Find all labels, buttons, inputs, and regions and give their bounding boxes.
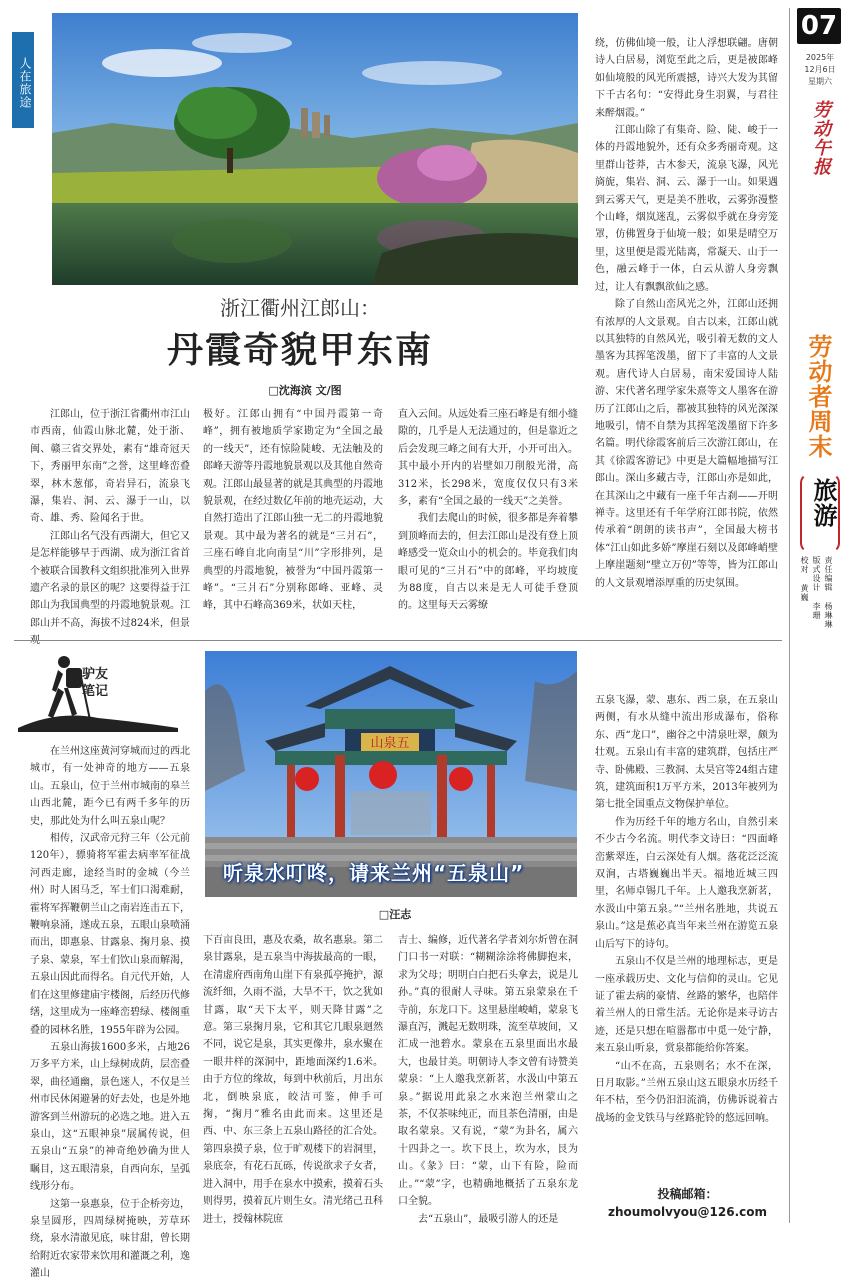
paragraph: 极好。江郎山拥有“中国丹霞第一奇峰”，拥有被地质学家勘定为“全国之最的一线天”，还有惊险陡峻、无法触及的郎峰天游等丹霞地貌景观以及其他自然奇观。江郎山最显著的就是其典型的丹霞地貌景观，在经过数亿年前的地壳运动，大自然打造出了江郎山独一无二的丹霞地貌景观。其中最为著名的就是“三爿石”，三座石峰自北向南呈“川”字形排列，是典型的丹霞地貌，被誉为“中国丹霞第一峰”。“三爿石”分别称郎峰、亚峰、灵峰，其中石峰高369米，状如天柱，	[203, 409, 383, 612]
paragraph: 去“五泉山”，最吸引游人的还是	[418, 1213, 559, 1225]
paragraph: 作为历经千年的地方名山，自然引来不少古今名流。明代李文诗曰：“四面峰峦紫翠连，白云深处有人烟。落花泛泛流双涧，古塔巍巍出半天。福地近城三四里，名师卓锡几千年。上人邀我烹新茗，水汲山中第五泉。”“兰州名胜地，共说五泉山。”这是蕉必真当年来兰州在游览五泉山后写下的诗句。	[595, 816, 778, 950]
article-title-line1: 浙江衢州江郎山：	[220, 296, 380, 320]
byline: □沈海滨 文/图	[268, 384, 342, 397]
landscape-illustration	[52, 13, 578, 285]
contribution-email[interactable]: zhoumolvyou@126.com	[607, 1205, 768, 1219]
article2-column-3	[398, 932, 578, 1224]
paragraph: 绕，仿佛仙境一般，让人浮想联翩。唐朝诗人白居易，浏览至此之后，更是被郎峰如仙境般的风光所震撼，诗兴大发为其留下千古名句：“安得此身生羽翼，与君往来醉烟霞。”	[595, 38, 778, 119]
date-weekday: 星期六	[808, 77, 832, 86]
contribution-box	[595, 1185, 780, 1225]
paragraph: 江郎山，位于浙江省衢州市江山市西南，仙霞山脉北麓，处于浙、闽、赣三省交界处，素有“雄奇冠天下，秀丽甲东南”之誉，这里峰峦叠翠，林木葱郁，奇岩异石，流泉飞瀑，集岩、洞、云、瀑于一山，以奇、雄、秀、险闻名于世。	[30, 409, 190, 525]
gate-sign-text: 山泉五	[370, 736, 410, 751]
paragraph: 五泉飞瀑，蒙、惠东、西二泉，在五泉山两侧，有水从缝中流出形成瀑布，俗称东、西“龙口”，幽谷之中清泉吐翠，颇为壮观。五泉山有丰富的建筑群，包括庄严寺、卧佛殿、三教洞、太昊宫等24组古建筑，建筑面积1万平方米，2013年被列为第七批全国重点文物保护单位。	[595, 695, 778, 811]
article-headline: 丹霞奇貌甲东南	[166, 330, 433, 371]
credit-proofreader: 校对 黄巍	[800, 556, 809, 602]
page-header	[797, 8, 843, 1223]
contribution-label: 投稿邮箱：	[657, 1187, 718, 1201]
paragraph: “山不在高，五泉则名；水不在深，日月取影。”兰州五泉山这五眼泉水历经千年不枯，至今仍汩汩流淌，仿佛诉说着古战场的金戈铁马与丝路驼铃的悠远回响。	[595, 1060, 778, 1124]
article-tag: 人在旅途	[12, 32, 34, 128]
date-year: 2025年	[805, 53, 835, 62]
article2-column-4	[595, 692, 778, 1197]
paragraph: 下百亩良田，惠及农桑，故名惠泉。第二泉甘露泉，是五泉当中海拔最高的一眼，在清虚府西南角山崖下有泉孤亭掩护，源流纤细，久雨不溢，大旱不干，饮之犹如甘露，取“天下太平，则天降甘露”之意。第三泉掬月泉，它和其它几眼泉迥然不同，说它是泉，其实更像井，泉水聚在一眼井样的深洞中，距地面深约1.6米。由于方位的缘故，每到中秋前后，月出东北，倒映泉底，皎洁可鉴，伸手可掬，“掬月”雅名由此而来。这里还是西、中、东三条上五泉山路径的汇合处。第四泉摸子泉，位于旷观楼下的岩洞里，泉底奈，有花石瓦砾，传说欲求子女者，进入洞中，用手在泉水中摸索，摸着石头则得男，摸着瓦片则生女。清光绪己丑科进士，授翰林院庶	[203, 935, 383, 1225]
credit-editor: 责任编辑 杨琳琳	[824, 556, 833, 629]
column-tag-text: 驴友笔记	[82, 667, 109, 699]
article1-column-2	[203, 406, 383, 628]
section-subtitle: 旅游	[809, 478, 837, 528]
paragraph: 相传，汉武帝元狩三年（公元前120年），骠骑将军霍去病率军征战河西走廊，途经当时的金城（今兰州）时人困马乏，军士们口渴难耐，霍将军挥鞭朝兰山之南岩连击五下，鞭响泉涌，遂成五泉，五眼山泉喷涌而出，即惠泉、甘露泉、掬月泉、摸子泉、蒙泉，军士们饮山泉而解渴，五泉山因此而得名。自元代开始，人们在这里修建庙宇楼阁，后经历代修缮，这里成为一座峰峦碧绿、楼阁重叠的园林名胜，1955年辟为公园。	[30, 833, 190, 1036]
jianglang-mountain-photo	[52, 13, 578, 285]
issue-date	[797, 52, 843, 88]
date-day: 12月6日	[804, 65, 836, 74]
masthead-logo: 劳动午报	[810, 100, 831, 176]
paragraph: 在兰州这座黄河穿城而过的西北城市，有一处神奇的地方——五泉山。五泉山，位于兰州市城南的皋兰山西北麓，距今已有两千多年的历史，那此处为什么叫五泉山呢？	[30, 746, 190, 827]
article2-column-2	[203, 932, 383, 1224]
paragraph: 五泉山海拔1600多米，占地26万多平方米，山上绿树成荫，层峦叠翠，曲径通幽，景色迷人，不仅是兰州市民休闲避暑的好去处，也是外地游客到兰州游玩的必选之地。进入五泉山，这“五眼神泉”展属传说，但五泉山“五泉”的神奇绝妙确为世人瞩目，这五眼清泉，自西向东，呈弧线形分布。	[30, 1041, 190, 1193]
paragraph: 这第一泉惠泉，位于企桥旁边，泉呈圆形，四周绿树掩映，芳草环绕，泉水清澈见底，味甘甜，曾长期给附近农家带来饮用和灌溉之利，逸灌山	[30, 1198, 190, 1280]
wuquan-gate-photo	[205, 651, 577, 897]
section-divider	[14, 640, 782, 641]
page-number: 07	[797, 8, 841, 44]
sidebar-divider	[789, 8, 790, 1223]
article1-column-3	[398, 406, 578, 628]
column-tag-label	[82, 666, 122, 700]
section-title: 劳动者周末	[804, 334, 832, 459]
paragraph: 我们去爬山的时候，很多都是奔着攀到顶峰而去的，但去江郎山是没有登上顶峰感受一览众山小的机会的。毕竟我们肉眼可见的“三爿石”中的郎峰，平均坡度为88度，自古以来是无人可徒手登顶的。这里每天云雾缭	[398, 513, 578, 612]
credit-designer: 版式设计 李珊	[812, 556, 821, 620]
paragraph: 江郎山名气没有西湖大，但它又是怎样能够早于西湖、成为浙江省首个被联合国教科文组织批准列入世界遗产名录的景区的呢？这要得益于江郎山为我国典型的丹霞地貌景观。江郎山并不高，海拔不过824米，但景	[30, 530, 190, 629]
paragraph: 除了自然山峦风光之外，江郎山还拥有浓厚的人文景观。自古以来，江郎山就以其独特的自然风光，吸引着无数的文人墨客为其挥笔泼墨，留下了丰富的人文景观。唐代诗人白居易，南宋爱国诗人陆游、宋代著名理学家朱熹等文人墨客在游历了江郎山之后，都被其独特的风光深深地吸引，情不自禁为其挥笔泼墨留下许多名篇。明代徐霞客前后三次游江郎山，在其《徐霞客游记》中更是大篇幅地描写江郎山。深山多藏古寺，江郎山亦是如此，在其深山之中藏有一座千年古刹——开明禅寺。这里还有千年学府江郎书院，依然传承着“朗朗的读书声”，全国最大榜书体“江山如此多娇”摩崖石刻以及郎峰峭壁上摩崖题刻“壁立万仞”等等，皆为江郎山的人文景观增添厚重的历史氛围。	[595, 299, 778, 589]
credits	[799, 556, 834, 629]
article1-column-4	[595, 35, 778, 630]
paragraph: 江郎山除了有集奇、险、陡、峻于一体的丹霞地貌外，还有众多秀丽奇观。这里群山苍莽，古木参天，流泉飞瀑，风光旖旎，集岩、洞、云、瀑于一山。如果遇到云雾天气，更是美不胜收，云雾弥漫整个山峰，烟岚迷乱，云雾似乎就在身旁笼罩，仿佛置身于仙境一般；如果是晴空万里，这里便是霞光陆离，常凝天、山于一色，融云峰于一体，白云从游人身旁飘过，让人有飘飘欲仙之感。	[595, 125, 778, 293]
paragraph: 直入云间。从远处看三座石峰是有细小缝隙的，几乎是人无法通过的，但是靠近之后会发现三峰之间有大开，小开可出入。其中最小开内的岩壁如刀削般光滑，高312米，长298米，宽度仅仅只有3米多，素有“全国之最的一线天”之美誉。	[398, 409, 578, 508]
photo-caption-title: 听泉水叮咚，请来兰州“五泉山”	[223, 861, 525, 885]
paragraph: 吉士、编修，近代著名学者刘尔炘曾在洞门口书一对联：“糊糊涂涂将佛脚抱来，求为父母；明明白白把石头拿去，说是儿孙。”真的很耐人寻味。第五泉蒙泉在千寺前，东龙口下。这里悬崖峻峭，蒙泉飞瀑直泻，溅起无数明珠，流至草坡间，又汇成一池碧水。蒙泉在五泉里面出水最大，也最甘美。明朝诗人李文曾有诗赞美蒙泉：“上人邀我烹新茗，水汲山中第五泉。”据说用此泉之水来泡兰州蒙山之茶，不仅茶味纯正，而且茶色清丽，由是取名蒙泉。又有说，“蒙”为卦名，属六十四卦之一。坎下艮上，坎为水，艮为山。《彖》曰：“蒙，山下有险，险而止。”“蒙”字，也精确地概括了五泉东龙口全貌。	[398, 935, 578, 1208]
byline: □汪志	[378, 908, 412, 921]
article2-column-1	[30, 743, 190, 1280]
article1-column-1	[30, 406, 190, 628]
paragraph: 五泉山不仅是兰州的地理标志，更是一座承载历史、文化与信仰的灵山。它见证了霍去病的豪情、丝路的繁华，也陪伴着兰州人的日常生活。无论你是来寻访古迹，还是只想在喧嚣都市中觅一处宁静，来五泉山听泉，赏泉都能给你答案。	[595, 956, 778, 1055]
